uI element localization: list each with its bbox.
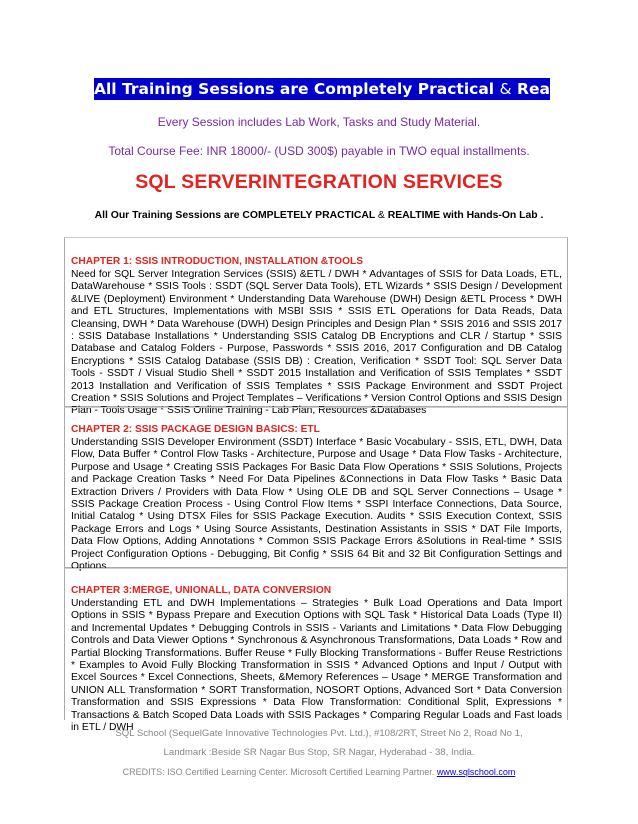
subtitle-ampersand: & bbox=[377, 210, 385, 221]
page-title: SQL SERVERINTEGRATION SERVICES bbox=[135, 171, 503, 193]
credits-text: : ISO Certified Learning Center. Microsoft Certified Learning Partner. bbox=[162, 767, 435, 777]
chapter-2-title: CHAPTER 2: SSIS PACKAGE DESIGN BASICS: ETL bbox=[71, 424, 320, 435]
banner-end-text: Real-time bbox=[517, 80, 602, 98]
footer-credits bbox=[0, 767, 638, 777]
credits-label: CREDITS bbox=[122, 767, 163, 777]
footer-address-line-1: SQL School (SequelGate Innovative Technologies Pvt. Ltd.), #108/2RT, Street No 2, Road No 1, bbox=[115, 728, 523, 739]
banner-ampersand: & bbox=[499, 80, 512, 98]
course-fee: Total Course Fee: INR 18000/- (USD 300$) payable in TWO equal installments. bbox=[108, 144, 530, 158]
training-banner bbox=[94, 78, 602, 100]
subtitle-main-text: All Our Training Sessions are COMPLETELY PRACTICAL bbox=[94, 210, 376, 221]
chapter-3-body: Understanding ETL and DWH Implementations – Strategies * Bulk Load Operations and Data Import Options in SSIS * Bypass Prepare and Execution Options with SQL Task * Historical Data Loads (Type II) and Incremental Updates * Debugging Controls in SSIS - Variants and Limitations * Data Flow Debugging Controls and Data Viewer Options * Synchronous & Asynchronous Transformations, Data Loads * Row and Partial Blocking Transformations. Buffer Reuse * Fully Blocking Transformations - Buffer Reuse Restrictions * Examples to Avoid Fully Blocking Transformation in SSIS * Advanced Options and Input / Output with Excel Sources * Excel Connections, Sheets, &Memory References – Usage * MERGE Transformation and UNION ALL Transformation * SORT Transformation, NOSORT Options, Advanced Sort * Data Conversion Transformation and SSIS Expressions * Data Flow Transformation: Conditional Split, Expressions * Transactions & Batch Scoped Data Loads with SSIS Packages * Comparing Regular Loads and Fast loads in ETL / DWH bbox=[71, 598, 562, 734]
chapter-2-body: Understanding SSIS Developer Environment (SSDT) Interface * Basic Vocabulary - SSIS, ETL, DWH, Data Flow, Data Buffer * Control Flow Tasks - Architecture, Purpose and Usage * Data Flow Tasks - Architecture, Purpose and Usage * Creating SSIS Packages For Basic Data Flow Operations * SSIS Solutions, Projects and Package Creation Tasks * Need For Data Pipelines &Connections in Data Flow Tasks * Basic Data Extraction Drivers / Providers with Data Flow * Using OLE DB and SQL Server Connections – Usage * SSIS Package Creation Process - Using Control Flow Items * SSPI Interface Connections, Data Source, Initial Catalog * Using DTSX Files for SSIS Package Execution. Audits * SSIS Execution Context, SSIS Package Errors and Logs * Using Source Assistants, Destination Assistants in SSIS * DAT File Imports, Data Flow Options, Adding Annotations * Common SSIS Package Errors &Solutions in Real-time * SSIS Project Configuration Options - Debugging, Bit Config * SSIS 64 Bit and 32 Bit Configuration Settings and Options bbox=[71, 437, 562, 573]
website-link[interactable]: www.sqlschool.com bbox=[436, 767, 516, 777]
chapter-2-section bbox=[64, 407, 568, 573]
chapter-1-body: Need for SQL Server Integration Services (SSIS) &ETL / DWH * Advantages of SSIS for Data Loads, ETL, DataWarehouse * SSIS Tools : SSDT (SQL Server Data Tools), ETL Wizards * SSIS Design / Development &LIVE (Deployment) Environment * Understanding Data Warehouse (DWH) Design &ETL Process * DWH and ETL Structures, Implementations with MSBI SSIS * SSIS ETL Operations for Data Reads, Data Cleansing, DWH * Data Warehouse (DWH) Design Principles and Design Plan * SSIS 2016 and SSIS 2017 : SSIS Database Installations * Understanding SSIS Catalog DB Encryptions and CLR / Startup * SSIS Database and Catalog Folders - Purpose, Passwords * SSIS 2016, 2017 Configuration and DB Catalog Encryptions * SSIS Catalog Database (SSIS DB) : Creation, Verification * SSDT Tool: SQL Server Data Tools - SSDT / Visual Studio Shell * SSDT 2015 Installation and Verification of SSIS Templates * SSDT 2013 Installation and Verification of SSIS Templates * SSIS Package Environment and SSDT Project Creation * SSIS Solutions and Project Templates – Verifications * Version Control Options and SSIS Design Plan - Tools Usage * SSIS Online Training - Lab Plan, Resources &Databases bbox=[71, 269, 562, 417]
page-subtitle bbox=[0, 210, 638, 221]
banner-main-text: All Training Sessions are Completely Practical bbox=[94, 80, 495, 98]
chapter-1-title: CHAPTER 1: SSIS INTRODUCTION, INSTALLATION &TOOLS bbox=[71, 256, 364, 267]
session-info: Every Session includes Lab Work, Tasks and Study Material. bbox=[157, 115, 481, 129]
subtitle-end-text: REALTIME with Hands-On Lab . bbox=[387, 210, 544, 221]
chapter-1-section bbox=[64, 237, 568, 417]
chapter-3-title: CHAPTER 3:MERGE, UNIONALL, DATA CONVERSION bbox=[71, 585, 332, 596]
footer-address-line-2: Landmark :Beside SR Nagar Bus Stop, SR Nagar, Hyderabad - 38, India. bbox=[163, 747, 475, 758]
